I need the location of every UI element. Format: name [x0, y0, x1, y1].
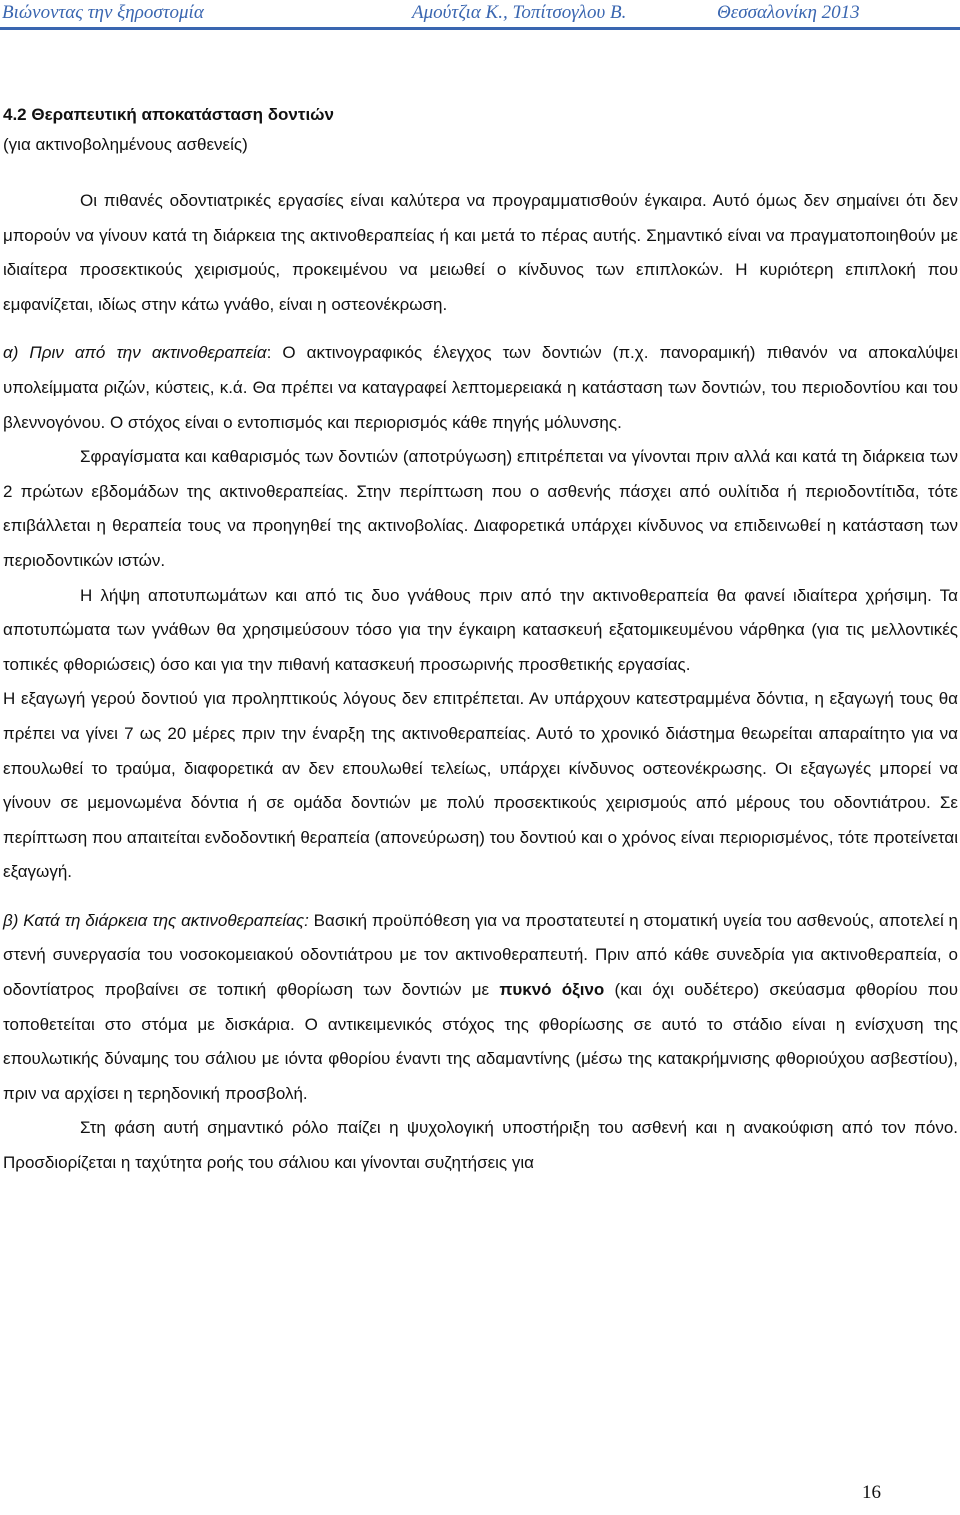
paragraph-during-therapy — [3, 904, 958, 1112]
header-place-year: Θεσσαλονίκη 2013 — [717, 2, 860, 23]
paragraph-extractions: Η εξαγωγή γερού δοντιού για προληπτικούς λόγους δεν επιτρέπεται. Αν υπάρχουν κατεστραμμένα δόντια, η εξαγωγή τους θα πρέπει να γίνει 7 ως 20 μέρες πριν την έναρξη της ακτινοθεραπείας. Αυτό το χρονικό διάστημα θεωρείται απαραίτητο για να επουλωθεί το τραύμα, διαφορετικά αν δεν επουλωθεί τελείως, υπάρχει κίνδυνος οστεονέκρωσης. Οι εξαγωγές μπορεί να γίνουν σε μεμονωμένα δόντια ή σε ομάδα δοντιών με πολύ προσεκτικούς χειρισμούς από μέρους του οδοντιάτρου. Σε περίπτωση που απαιτείται ενδοδοντική θεραπεία (απονεύρωση) του δοντιού και ο χρόνος είναι περιορισμένος, τότε προτείνεται εξαγωγή. — [3, 689, 958, 882]
paragraph-during-therapy-text-b: (και όχι ουδέτερο) σκεύασμα φθορίου που τοποθετείται στο στόμα με δισκάρια. Ο αντικειμενικός στόχος της φθορίωσης σε αυτό το στάδιο είναι η ενίσχυση της επουλωτικής δύναμης του σάλιου με ιόντα φθορίου έναντι της αδαμαντίνης (μέσω της κατακρήμνισης φθοριούχου ασβεστίου), πριν να αρχίσει η τερηδονική προσβολή. — [3, 980, 959, 1103]
emphasis-acidic-fluoride: πυκνό όξινο — [499, 980, 605, 1000]
subsection-label-a: α) Πριν από την ακτινοθεραπεία — [3, 343, 267, 363]
section-heading: 4.2 Θεραπευτική αποκατάσταση δοντιών — [3, 105, 335, 124]
page-number: 16 — [862, 1482, 881, 1503]
document-body — [3, 100, 958, 1181]
paragraph-impressions: Η λήψη αποτυπωμάτων και από τις δυο γνάθους πριν από την ακτινοθεραπεία θα φανεί ιδιαίτερα χρήσιμη. Τα αποτυπώματα των γνάθων θα χρησιμεύσουν τόσο για την έγκαιρη κατασκευή εξατομικευμένου νάρθηκα (για τις μελλοντικές τοπικές φθοριώσεις) όσο και για την πιθανή κατασκευή προσωρινής προσθετικής εργασίας. — [3, 585, 958, 674]
header-authors: Αμούτζια Κ., Τοπίτσογλου Β. — [412, 2, 627, 23]
paragraph-during-therapy-text-a: Βασική προϋπόθεση για να προστατευτεί η στοματική υγεία του ασθενούς, αποτελεί η στενή συνεργασία του νοσοκομειακού οδοντιάτρου με τον ακτινοθεραπευτή. Πριν από κάθε συνεδρία για ακτινοθεραπεία, ο οδοντίατρος προβαίνει σε τοπική φθορίωση των δοντιών με — [3, 910, 959, 1000]
page-header — [0, 0, 960, 30]
paragraph-intro: Οι πιθανές οδοντιατρικές εργασίες είναι καλύτερα να προγραμματισθούν έγκαιρα. Αυτό όμως δεν σημαίνει ότι δεν μπορούν να γίνουν κατά τη διάρκεια της ακτινοθεραπείας ή και μετά το πέρας αυτής. Σημαντικό είναι να πραγματοποιηθούν με ιδιαίτερα προσεκτικούς χειρισμούς, προκειμένου να μειωθεί ο κίνδυνος των επιπλοκών. Η κυριότερη επιπλοκή που εμφανίζεται, ιδίως στην κάτω γνάθο, είναι η οστεονέκρωση. — [3, 191, 958, 314]
paragraph-before-therapy — [3, 336, 958, 440]
paragraph-gap — [3, 322, 958, 336]
subsection-label-b: β) Κατά τη διάρκεια της ακτινοθεραπείας: — [3, 910, 309, 930]
paragraph-fillings: Σφραγίσματα και καθαρισμός των δοντιών (αποτρύγωση) επιτρέπεται να γίνονται πριν αλλά και κατά τη διάρκεια των 2 πρώτων εβδομάδων της ακτινοθεραπείας. Στην περίπτωση που ο ασθενής πάσχει από ουλίτιδα ή περιοδοντίτιδα, τότε επιβάλλεται η θεραπεία τους να προηγηθεί της ακτινοβολίας. Διαφορετικά υπάρχει κίνδυνος να επιδεινωθεί η κατάσταση των περιοδοντικών ιστών. — [3, 447, 958, 570]
paragraph-gap — [3, 890, 958, 904]
paragraph-psychological-support: Στη φάση αυτή σημαντικό ρόλο παίζει η ψυχολογική υποστήριξη του ασθενή και η ανακούφιση από τον πόνο. Προσδιορίζεται η ταχύτητα ροής του σάλιου και γίνονται συζητήσεις για — [3, 1118, 958, 1173]
paragraph-before-therapy-text: : Ο ακτινογραφικός έλεγχος των δοντιών (π.χ. πανοραμική) πιθανόν να αποκαλύψει υπολείμματα ριζών, κύστεις, κ.ά. Θα πρέπει να καταγραφεί λεπτομερειακά η κατάσταση των δοντιών, του περιοδοντίου και του βλεννογόνου. Ο στόχος είναι ο εντοπισμός και περιορισμός κάθε πηγής μόλυνσης. — [3, 343, 958, 432]
section-subheading: (για ακτινοβολημένους ασθενείς) — [3, 135, 248, 154]
header-rule — [0, 27, 960, 30]
header-title: Βιώνοντας την ξηροστομία — [2, 2, 204, 23]
